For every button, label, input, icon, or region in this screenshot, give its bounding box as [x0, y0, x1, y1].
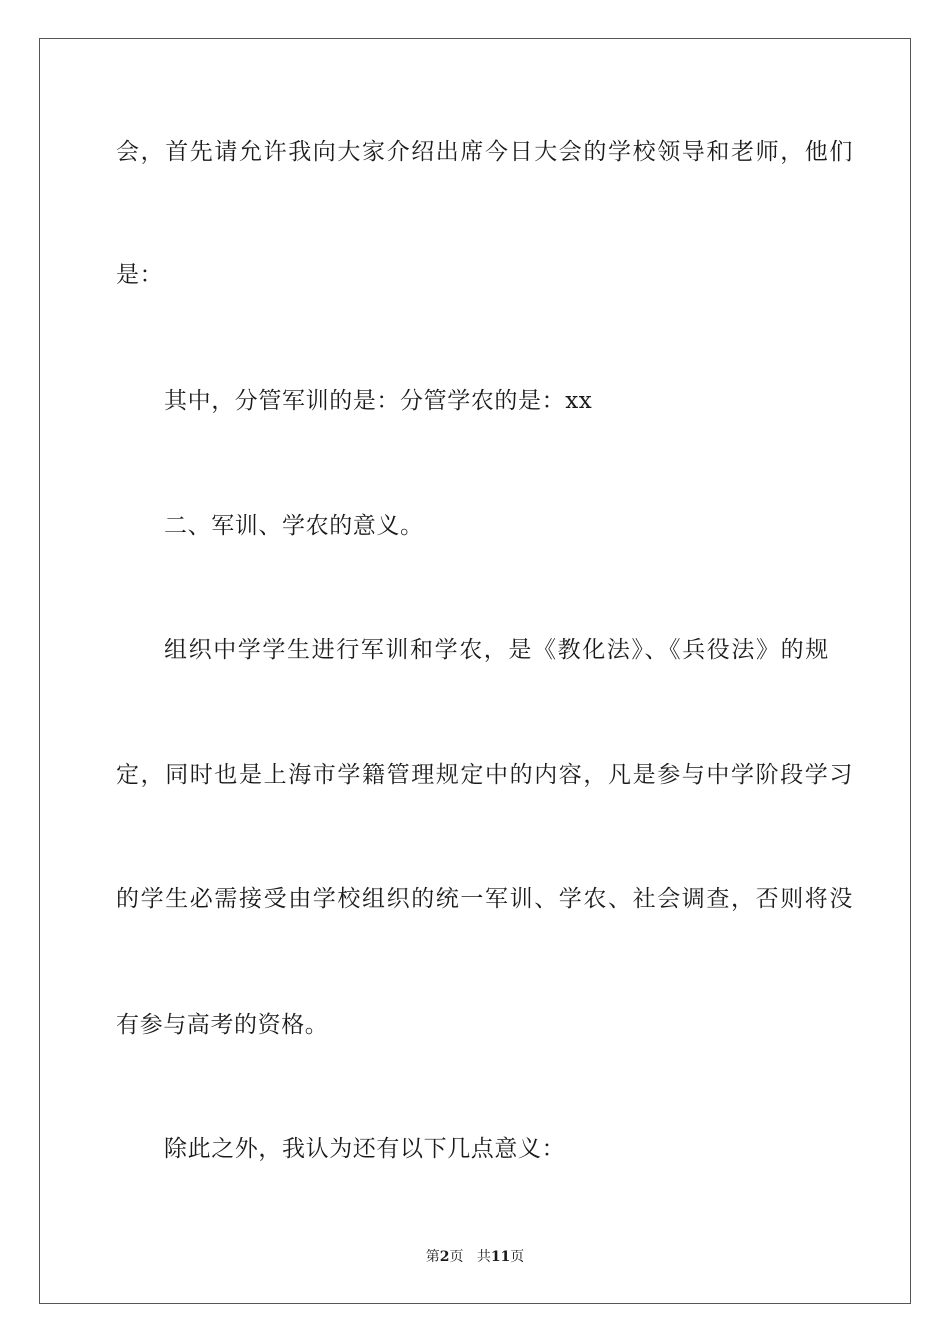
body-line-8: 有参与高考的资格。 — [116, 1012, 329, 1038]
body-line-1: 会，首先请允许我向大家介绍出席今日大会的学校领导和老师，他们 — [116, 139, 854, 165]
footer-total-prefix: 共 — [476, 1249, 491, 1265]
body-line-6: 定，同时也是上海市学籍管理规定中的内容，凡是参与中学阶段学习 — [116, 762, 854, 788]
footer-page-prefix: 第 — [425, 1249, 440, 1265]
footer-total-suffix: 页 — [510, 1249, 525, 1265]
body-line-5: 组织中学学生进行军训和学农，是《教化法》、《兵役法》的规 — [164, 637, 830, 663]
body-line-2: 是： — [116, 262, 164, 288]
body-line-7: 的学生必需接受由学校组织的统一军训、学农、社会调查，否则将没 — [116, 886, 854, 912]
body-line-3: 其中，分管军训的是：分管学农的是：xx — [164, 388, 593, 414]
footer-page-number: 2 — [439, 1249, 450, 1265]
page-footer — [0, 1248, 950, 1266]
body-line-4: 二、军训、学农的意义。 — [164, 513, 424, 539]
page-frame — [39, 38, 911, 1304]
footer-page-suffix: 页 — [449, 1249, 464, 1265]
footer-total-number: 11 — [490, 1249, 511, 1265]
body-line-9: 除此之外，我认为还有以下几点意义： — [164, 1136, 566, 1162]
